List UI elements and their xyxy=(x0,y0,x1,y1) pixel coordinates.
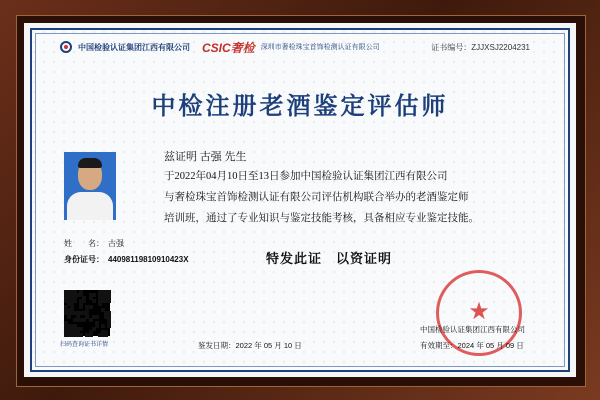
id-label: 身份证号： xyxy=(64,255,104,264)
cert-no-value: ZJJXSJ2204231 xyxy=(471,43,530,52)
qr-module xyxy=(95,315,99,319)
body-line-1: 于2022年04月10日至13日参加中国检验认证集团江西有限公司 xyxy=(164,171,448,182)
qr-module xyxy=(89,318,93,322)
name-value: 古强 xyxy=(108,239,124,248)
name-row xyxy=(64,238,124,249)
org2-name: 深圳市奢检珠宝首饰检测认证有限公司 xyxy=(260,44,380,51)
csic-logo-sub: 奢检 xyxy=(230,40,255,55)
qr-module xyxy=(79,333,83,337)
issue-date-row xyxy=(198,340,302,351)
issue-date-label: 鉴发日期： xyxy=(198,341,236,350)
valid-date-value: 2024 年 05 月 09 日 xyxy=(457,341,524,350)
qr-module xyxy=(107,299,111,303)
id-row xyxy=(64,254,189,265)
ccic-logo-icon xyxy=(60,41,72,53)
org1-name: 中国检验认证集团江西有限公司 xyxy=(78,42,190,52)
header-logos xyxy=(60,40,380,54)
qr-module xyxy=(104,333,108,337)
qr-module xyxy=(67,315,71,319)
qr-module xyxy=(89,333,93,337)
id-value: 44098119810910423X xyxy=(108,255,189,264)
qr-module xyxy=(101,324,105,328)
valid-date-row xyxy=(420,340,524,351)
footer-issuer: 中国检验认证集团江西有限公司 xyxy=(420,325,525,334)
valid-date-label: 有效期至： xyxy=(420,341,458,350)
qr-caption: 扫码查询证书详情 xyxy=(60,342,109,348)
cert-no-label: 证书编号： xyxy=(431,43,472,52)
csic-logo xyxy=(202,39,255,56)
certificate-title: 中检注册老酒鉴定评估师 xyxy=(151,94,449,120)
qr-module xyxy=(92,299,96,303)
body-line-2: 与奢检珠宝首饰检测认证有限公司评估机构联合举办的老酒鉴定师 xyxy=(164,192,469,203)
issue-date-value: 2022 年 05 月 10 日 xyxy=(235,341,302,350)
special-statement: 特发此证 以资证明 xyxy=(266,251,393,266)
csic-logo-main: CSIC xyxy=(202,40,231,55)
portrait-photo xyxy=(64,152,116,220)
qr-module xyxy=(98,302,102,306)
qr-module xyxy=(82,318,86,322)
greeting: 兹证明 古强 先生 xyxy=(164,151,247,163)
name-label: 姓 名： xyxy=(64,239,104,248)
certificate-number xyxy=(431,42,530,53)
qr-module xyxy=(107,324,111,328)
qr-module xyxy=(79,305,83,309)
body-line-3: 培训班，通过了专业知识与鉴定技能考核，具备相应专业鉴定技能。 xyxy=(164,213,479,224)
seal-star-icon: ★ xyxy=(468,299,490,325)
qr-code[interactable] xyxy=(64,290,110,336)
